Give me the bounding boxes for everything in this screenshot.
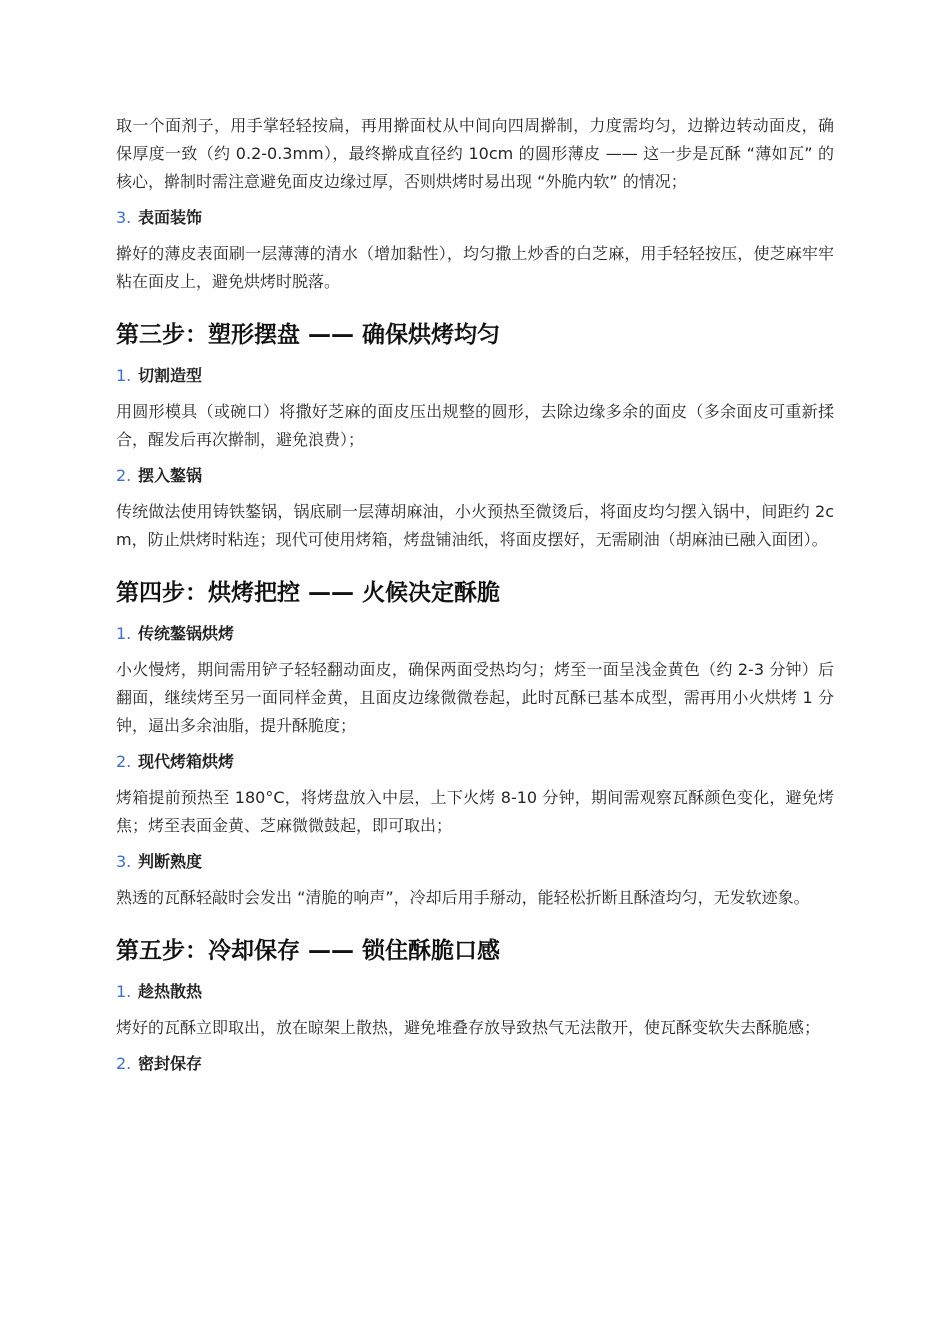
list-item-paragraph: 用圆形模具（或碗口）将撒好芝麻的面皮压出规整的圆形，去除边缘多余的面皮（多余面皮可重新揉合，醒发后再次擀制，避免浪费）； bbox=[116, 402, 834, 449]
list-item-paragraph: 小火慢烤，期间需用铲子轻轻翻动面皮，确保两面受热均匀；烤至一面呈浅金黄色（约 2-3 分钟）后翻面，继续烤至另一面同样金黄，且面皮边缘微微卷起，此时瓦酥已基本成型，需再用小火烘烤 1 分钟，逼出多余油脂，提升酥脆度； bbox=[116, 660, 834, 735]
list-item-cooling bbox=[116, 978, 834, 1006]
document-content bbox=[116, 0, 834, 1078]
list-item-title: 现代烤箱烘烤 bbox=[138, 752, 235, 771]
list-item-surface-decoration bbox=[116, 204, 834, 232]
list-item-title: 密封保存 bbox=[138, 1054, 203, 1073]
list-item-paragraph: 熟透的瓦酥轻敲时会发出 “清脆的响声”，冷却后用手掰动，能轻松折断且酥渣均匀，无发软迹象。 bbox=[116, 888, 810, 907]
list-number: 3. bbox=[116, 852, 132, 871]
list-number: 3. bbox=[116, 208, 132, 227]
list-item-paragraph: 烤箱提前预热至 180°C，将烤盘放入中层，上下火烤 8-10 分钟，期间需观察瓦酥颜色变化，避免烤焦；烤至表面金黄、芝麻微微鼓起，即可取出； bbox=[116, 788, 834, 835]
list-item-title: 切割造型 bbox=[138, 366, 203, 385]
list-item-paragraph: 擀好的薄皮表面刷一层薄薄的清水（增加黏性），均匀撒上炒香的白芝麻，用手轻轻按压，使芝麻牢牢粘在面皮上，避免烘烤时脱落。 bbox=[116, 244, 834, 291]
list-number: 1. bbox=[116, 624, 132, 643]
section-heading-step4: 第四步：烘烤把控 —— 火候决定酥脆 bbox=[116, 580, 501, 606]
list-item-paragraph: 烤好的瓦酥立即取出，放在晾架上散热，避免堆叠存放导致热气无法散开，使瓦酥变软失去酥脆感； bbox=[116, 1018, 821, 1037]
list-number: 1. bbox=[116, 366, 132, 385]
list-number: 2. bbox=[116, 752, 132, 771]
list-item-title: 判断熟度 bbox=[138, 852, 203, 871]
list-item-cutting bbox=[116, 362, 834, 390]
section-heading-step3: 第三步：塑形摆盘 —— 确保烘烤均匀 bbox=[116, 322, 501, 348]
list-item-title: 传统鏊锅烘烤 bbox=[138, 624, 235, 643]
list-item-paragraph: 传统做法使用铸铁鏊锅，锅底刷一层薄胡麻油，小火预热至微烫后，将面皮均匀摆入锅中，间距约 2cm，防止烘烤时粘连；现代可使用烤箱，烤盘铺油纸，将面皮摆好，无需刷油（胡麻油已融入面团）。 bbox=[116, 502, 834, 549]
list-number: 2. bbox=[116, 466, 132, 485]
list-item-sealed-storage bbox=[116, 1050, 834, 1078]
list-item-title: 趁热散热 bbox=[138, 982, 203, 1001]
intro-paragraph: 取一个面剂子，用手掌轻轻按扁，再用擀面杖从中间向四周擀制，力度需均匀，边擀边转动面皮，确保厚度一致（约 0.2-0.3mm），最终擀成直径约 10cm 的圆形薄皮 —— 这一步是瓦酥 “薄如瓦” 的核心，擀制时需注意避免面皮边缘过厚，否则烘烤时易出现 “外脆内软” 的情况； bbox=[116, 116, 834, 191]
list-number: 2. bbox=[116, 1054, 132, 1073]
list-item-oven-baking bbox=[116, 748, 834, 776]
list-item-title: 表面装饰 bbox=[138, 208, 203, 227]
list-item-placing bbox=[116, 462, 834, 490]
list-item-title: 摆入鏊锅 bbox=[138, 466, 203, 485]
list-item-traditional-baking bbox=[116, 620, 834, 648]
list-number: 1. bbox=[116, 982, 132, 1001]
list-item-doneness bbox=[116, 848, 834, 876]
section-heading-step5: 第五步：冷却保存 —— 锁住酥脆口感 bbox=[116, 938, 501, 964]
